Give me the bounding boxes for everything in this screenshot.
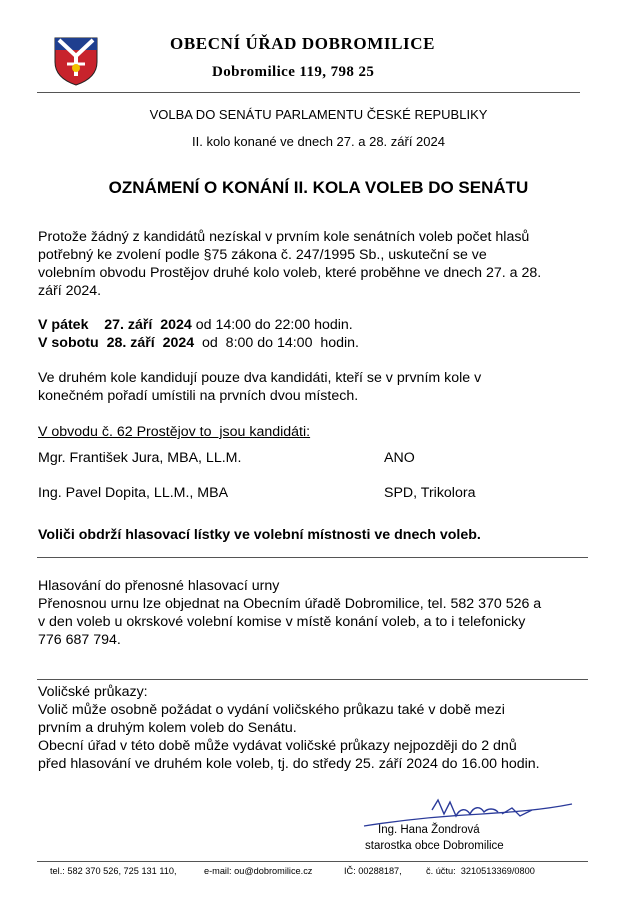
voter-cards-line: před hlasování ve druhém kole voleb, tj. do středy 25. září 2024 do 16.00 hodin. [38,756,540,772]
portable-urn-line: Hlasování do přenosné hlasovací urny [38,578,280,594]
footer-phone: tel.: 582 370 526, 725 131 110, [50,866,177,876]
office-address: Dobromilice 119, 798 25 [212,64,375,80]
candidates-intro [38,369,598,405]
schedule-row [38,334,598,352]
coat-of-arms-logo [53,36,99,86]
intro-line: Protože žádný z kandidátů nezískal v prvním kole senátních voleb počet hlasů [38,229,530,245]
header-divider [37,92,580,93]
candidates-intro-line: Ve druhém kole kandidují pouze dva kandidáti, kteří se v prvním kole v [38,370,482,386]
portable-urn-line: v den voleb u okrskové volební komise v místě konání voleb, a to i telefonicky [38,614,526,630]
portable-urn-line: 776 687 794. [38,632,121,648]
schedule-row [38,316,598,334]
portable-urn-section [38,577,598,649]
ballots-note: Voliči obdrží hlasovací lístky ve volební místnosti ve dnech voleb. [38,527,481,543]
footer-ic: IČ: 00288187, [344,866,402,876]
district-label: V obvodu č. 62 Prostějov to jsou kandidáti: [38,424,311,440]
intro-line: volebním obvodu Prostějov druhé kolo voleb, které proběhne ve dnech 27. a 28. [38,265,542,281]
footer-account: č. účtu: 3210513369/0800 [426,866,535,876]
voter-cards-line: Volič může osobně požádat o vydání voličského průkazu také v době mezi [38,702,505,718]
footer-divider [37,861,588,862]
signatory-role: starostka obce Dobromilice [365,840,504,852]
signatory-name: Ing. Hana Žondrová [378,824,480,836]
candidate-name: Ing. Pavel Dopita, LL.M., MBA [38,485,229,501]
candidate-name: Mgr. František Jura, MBA, LL.M. [38,450,242,466]
election-title: VOLBA DO SENÁTU PARLAMENTU ČESKÉ REPUBLIKY [149,107,488,122]
election-round: II. kolo konané ve dnech 27. a 28. září 2024 [192,134,445,149]
intro-line: potřebný ke zvolení podle §75 zákona č. 247/1995 Sb., uskuteční se ve [38,247,487,263]
candidate-party: SPD, Trikolora [384,485,476,501]
portable-urn-line: Přenosnou urnu lze objednat na Obecním úřadě Dobromilice, tel. 582 370 526 a [38,596,542,612]
schedule-time: od 8:00 do 14:00 hodin. [194,335,359,351]
voter-cards-line: Obecní úřad v této době může vydávat voličské průkazy nejpozději do 2 dnů [38,738,517,754]
intro-line: září 2024. [38,283,102,299]
schedule-day: V sobotu 28. září 2024 [38,335,195,351]
schedule [38,316,598,352]
section-divider [37,679,588,680]
voter-cards-line: Voličské průkazy: [38,684,148,700]
announcement-heading: OZNÁMENÍ O KONÁNÍ II. KOLA VOLEB DO SENÁTU [108,178,529,197]
voter-cards-line: prvním a druhým kolem voleb do Senátu. [38,720,297,736]
intro-paragraph [38,228,598,300]
candidate-party: ANO [384,450,415,466]
candidates-intro-line: konečném pořadí umístili na prvních dvou místech. [38,388,359,404]
voter-cards-section [38,683,598,773]
schedule-time: od 14:00 do 22:00 hodin. [191,317,353,333]
section-divider [37,557,588,558]
schedule-day: V pátek 27. září 2024 [38,317,192,333]
office-name: OBECNÍ ÚŘAD DOBROMILICE [170,34,436,53]
footer-email: e-mail: ou@dobromilice.cz [204,866,313,876]
